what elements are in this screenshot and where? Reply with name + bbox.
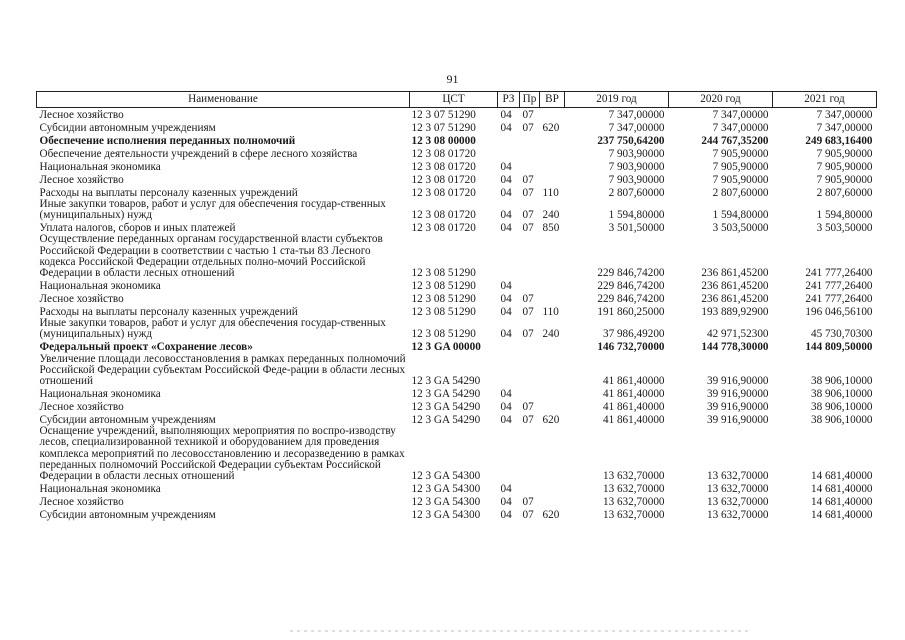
row-value-2019: 191 860,25000 bbox=[597, 306, 665, 319]
row-pr bbox=[520, 354, 540, 388]
row-value-2020: 7 347,00000 bbox=[712, 121, 769, 134]
row-name: Субсидии автономным учреждениям bbox=[39, 509, 216, 522]
row-value-2020: 7 905,90000 bbox=[712, 173, 769, 186]
row-vr bbox=[540, 108, 565, 122]
row-value-2020: 13 632,70000 bbox=[706, 483, 769, 496]
row-value-2021: 14 681,40000 bbox=[810, 509, 873, 522]
row-pr bbox=[520, 341, 540, 354]
row-rz: 04 bbox=[500, 306, 512, 319]
row-value-2019: 229 846,74200 bbox=[597, 280, 665, 293]
row-rz: 04 bbox=[500, 160, 512, 173]
row-value-2021: 38 906,10000 bbox=[810, 414, 873, 427]
row-value-2020: 13 632,70000 bbox=[706, 470, 769, 483]
row-name: Субсидии автономным учреждениям bbox=[39, 121, 216, 134]
row-value-2021: 7 347,00000 bbox=[816, 108, 873, 121]
row-cst: 12 3 GA 54300 bbox=[411, 496, 481, 509]
row-name: Расходы на выплаты персоналу казенных учреждений bbox=[39, 186, 298, 199]
table-row bbox=[37, 199, 877, 221]
row-rz bbox=[498, 341, 520, 354]
row-vr: 110 bbox=[542, 186, 559, 199]
row-pr bbox=[520, 387, 540, 400]
row-vr: 620 bbox=[542, 121, 560, 134]
row-name: Национальная экономика bbox=[39, 388, 161, 401]
row-cst: 12 3 08 01720 bbox=[411, 173, 476, 186]
row-cst: 12 3 08 01720 bbox=[411, 186, 476, 199]
table-row bbox=[37, 173, 877, 186]
row-value-2019: 7 903,90000 bbox=[608, 173, 665, 186]
table-header bbox=[37, 92, 877, 108]
row-name: Оснащение учреждений, выполняющих мероприятия по воспро-изводству лесов, специализированной техникой и оборудованием для проведения комплекса мероприятий по лесовосстановлению и лесоразведению в рамках переданных полномочий Российской Федерации субъектам Российской Федерации в области лесных отношений bbox=[39, 425, 405, 483]
row-vr bbox=[540, 387, 565, 400]
row-rz bbox=[498, 234, 520, 279]
row-pr bbox=[520, 147, 540, 160]
row-vr: 110 bbox=[542, 306, 559, 319]
row-vr bbox=[540, 341, 565, 354]
row-vr bbox=[540, 482, 565, 495]
row-value-2019: 1 594,80000 bbox=[608, 209, 665, 222]
row-rz: 04 bbox=[500, 121, 512, 134]
row-name: Осуществление переданных органам государственной власти субъектов Российской Федерации в соответствии с частью 1 ста-тьи 83 Лесного кодекса Российской Федерации отдельных полно-мочий Российской Федерации в области лесных отношений bbox=[39, 233, 383, 280]
header-rz: РЗ bbox=[498, 92, 520, 108]
row-pr: 07 bbox=[522, 328, 534, 341]
row-value-2021: 1 594,80000 bbox=[816, 209, 873, 222]
row-cst: 12 3 08 51290 bbox=[411, 293, 476, 306]
page-number: 91 bbox=[446, 72, 459, 86]
row-cst: 12 3 07 51290 bbox=[411, 121, 476, 134]
row-value-2021: 38 906,10000 bbox=[810, 388, 873, 401]
row-value-2020: 39 916,90000 bbox=[706, 388, 769, 401]
row-name: Расходы на выплаты персоналу казенных учреждений bbox=[39, 306, 298, 319]
row-cst: 12 3 08 51290 bbox=[411, 306, 476, 319]
row-name: Национальная экономика bbox=[39, 280, 161, 293]
row-name: Уплата налогов, сборов и иных платежей bbox=[39, 222, 236, 235]
table-row bbox=[37, 482, 877, 495]
row-cst: 12 3 08 01720 bbox=[411, 222, 476, 235]
row-cst: 12 3 GA 54290 bbox=[411, 388, 481, 401]
row-cst: 12 3 08 01720 bbox=[411, 160, 476, 173]
row-rz: 04 bbox=[500, 280, 512, 293]
row-value-2019: 237 750,64200 bbox=[597, 134, 665, 147]
table-row bbox=[37, 292, 877, 305]
row-rz: 04 bbox=[500, 108, 512, 121]
row-value-2019: 7 347,00000 bbox=[608, 108, 665, 121]
row-cst: 12 3 08 00000 bbox=[411, 134, 476, 147]
row-value-2021: 241 777,26400 bbox=[805, 293, 873, 306]
row-value-2021: 7 905,90000 bbox=[816, 173, 873, 186]
table-row bbox=[37, 387, 877, 400]
row-name: Иные закупки товаров, работ и услуг для обеспечения государ-ственных (муниципальных) нужд bbox=[39, 198, 386, 222]
row-vr: 240 bbox=[542, 328, 560, 341]
row-value-2020: 144 778,30000 bbox=[701, 341, 769, 354]
row-value-2021: 241 777,26400 bbox=[805, 280, 873, 293]
row-cst: 12 3 GA 00000 bbox=[411, 341, 481, 354]
row-pr: 07 bbox=[522, 293, 534, 306]
table-body bbox=[37, 108, 877, 522]
row-vr bbox=[540, 292, 565, 305]
budget-table bbox=[36, 91, 877, 521]
row-vr bbox=[540, 495, 565, 508]
header-pr: Пр bbox=[520, 92, 540, 108]
row-pr: 07 bbox=[522, 173, 534, 186]
row-rz bbox=[498, 147, 520, 160]
row-value-2021: 144 809,50000 bbox=[805, 341, 873, 354]
row-name: Лесное хозяйство bbox=[39, 108, 124, 121]
row-name: Субсидии автономным учреждениям bbox=[39, 414, 216, 427]
row-pr bbox=[520, 134, 540, 147]
table-row bbox=[37, 508, 877, 521]
row-name: Обеспечение деятельности учреждений в сфере лесного хозяйства bbox=[39, 147, 358, 160]
row-cst: 12 3 GA 54290 bbox=[411, 414, 481, 427]
row-cst: 12 3 07 51290 bbox=[411, 108, 476, 121]
row-value-2019: 7 347,00000 bbox=[608, 121, 665, 134]
table-row bbox=[37, 318, 877, 340]
row-vr bbox=[540, 234, 565, 279]
row-name: Национальная экономика bbox=[39, 160, 161, 173]
table-row bbox=[37, 147, 877, 160]
row-name: Иные закупки товаров, работ и услуг для обеспечения государ-ственных (муниципальных) нужд bbox=[39, 317, 386, 341]
row-vr bbox=[540, 160, 565, 173]
table-row bbox=[37, 495, 877, 508]
row-pr: 07 bbox=[522, 108, 534, 121]
row-rz bbox=[498, 354, 520, 388]
row-pr bbox=[520, 234, 540, 279]
row-cst: 12 3 08 51290 bbox=[411, 267, 476, 280]
row-vr: 620 bbox=[542, 509, 560, 522]
row-pr: 07 bbox=[522, 496, 534, 509]
row-rz: 04 bbox=[500, 509, 512, 522]
row-cst: 12 3 GA 54300 bbox=[411, 470, 481, 483]
row-pr: 07 bbox=[522, 414, 534, 427]
row-value-2021: 3 503,50000 bbox=[816, 222, 873, 235]
row-vr: 850 bbox=[542, 222, 560, 235]
row-value-2019: 41 861,40000 bbox=[602, 401, 665, 414]
table-row bbox=[37, 279, 877, 292]
table-row bbox=[37, 121, 877, 134]
row-value-2019: 7 903,90000 bbox=[608, 147, 665, 160]
row-rz: 04 bbox=[500, 293, 512, 306]
row-value-2020: 13 632,70000 bbox=[706, 496, 769, 509]
row-value-2019: 13 632,70000 bbox=[602, 496, 665, 509]
row-vr bbox=[540, 173, 565, 186]
row-value-2021: 2 807,60000 bbox=[816, 186, 873, 199]
row-cst: 12 3 GA 54290 bbox=[411, 401, 481, 414]
row-value-2020: 193 889,92900 bbox=[701, 306, 769, 319]
row-rz: 04 bbox=[500, 414, 512, 427]
row-pr: 07 bbox=[522, 306, 534, 319]
row-value-2020: 7 905,90000 bbox=[712, 160, 769, 173]
row-value-2021: 45 730,70300 bbox=[810, 328, 873, 341]
row-pr bbox=[520, 279, 540, 292]
row-vr bbox=[540, 134, 565, 147]
row-rz: 04 bbox=[500, 173, 512, 186]
table-row bbox=[37, 160, 877, 173]
row-value-2020: 39 916,90000 bbox=[706, 414, 769, 427]
table-row bbox=[37, 426, 877, 482]
row-value-2020: 1 594,80000 bbox=[712, 209, 769, 222]
row-pr: 07 bbox=[522, 186, 534, 199]
table-row bbox=[37, 108, 877, 122]
scan-artifact bbox=[290, 630, 750, 632]
row-value-2019: 41 861,40000 bbox=[602, 388, 665, 401]
row-pr bbox=[520, 482, 540, 495]
row-value-2020: 39 916,90000 bbox=[706, 401, 769, 414]
row-value-2019: 13 632,70000 bbox=[602, 483, 665, 496]
row-value-2019: 7 903,90000 bbox=[608, 160, 665, 173]
table-row bbox=[37, 134, 877, 147]
row-value-2019: 41 861,40000 bbox=[602, 375, 665, 388]
row-cst: 12 3 GA 54300 bbox=[411, 483, 481, 496]
table-row bbox=[37, 341, 877, 354]
row-pr: 07 bbox=[522, 209, 534, 222]
row-value-2019: 229 846,74200 bbox=[597, 267, 665, 280]
row-value-2021: 38 906,10000 bbox=[810, 375, 873, 388]
row-rz: 04 bbox=[500, 401, 512, 414]
row-value-2019: 146 732,70000 bbox=[597, 341, 665, 354]
row-value-2019: 41 861,40000 bbox=[602, 414, 665, 427]
row-vr: 240 bbox=[542, 209, 560, 222]
row-vr bbox=[540, 400, 565, 413]
table-row bbox=[37, 234, 877, 279]
row-value-2020: 236 861,45200 bbox=[701, 280, 769, 293]
row-value-2020: 7 347,00000 bbox=[712, 108, 769, 121]
row-value-2019: 13 632,70000 bbox=[602, 470, 665, 483]
row-value-2021: 7 905,90000 bbox=[816, 147, 873, 160]
row-name: Национальная экономика bbox=[39, 483, 161, 496]
row-rz: 04 bbox=[500, 388, 512, 401]
row-rz bbox=[498, 134, 520, 147]
row-cst: 12 3 GA 54300 bbox=[411, 509, 481, 522]
header-vr: ВР bbox=[540, 92, 565, 108]
row-vr bbox=[540, 426, 565, 482]
row-rz: 04 bbox=[500, 222, 512, 235]
row-name: Лесное хозяйство bbox=[39, 293, 124, 306]
row-rz: 04 bbox=[500, 209, 512, 222]
row-cst: 12 3 08 51290 bbox=[411, 328, 476, 341]
row-rz: 04 bbox=[500, 328, 512, 341]
row-value-2019: 229 846,74200 bbox=[597, 293, 665, 306]
row-pr: 07 bbox=[522, 509, 534, 522]
row-vr: 620 bbox=[542, 414, 560, 427]
row-value-2020: 236 861,45200 bbox=[701, 293, 769, 306]
header-2019: 2019 год bbox=[565, 92, 669, 108]
row-name: Лесное хозяйство bbox=[39, 401, 124, 414]
row-rz: 04 bbox=[500, 186, 512, 199]
table-row bbox=[37, 354, 877, 388]
row-value-2020: 3 503,50000 bbox=[712, 222, 769, 235]
row-vr bbox=[540, 147, 565, 160]
row-value-2021: 7 347,00000 bbox=[816, 121, 873, 134]
header-cst: ЦСТ bbox=[410, 92, 498, 108]
row-rz: 04 bbox=[500, 496, 512, 509]
row-rz: 04 bbox=[500, 483, 512, 496]
table-row bbox=[37, 400, 877, 413]
row-name: Федеральный проект «Сохранение лесов» bbox=[39, 341, 253, 354]
row-cst: 12 3 08 01720 bbox=[411, 147, 476, 160]
row-pr bbox=[520, 160, 540, 173]
row-value-2020: 236 861,45200 bbox=[701, 267, 769, 280]
header-name: Наименование bbox=[37, 92, 410, 108]
row-value-2020: 244 767,35200 bbox=[701, 134, 769, 147]
row-value-2021: 14 681,40000 bbox=[810, 470, 873, 483]
row-value-2021: 14 681,40000 bbox=[810, 483, 873, 496]
row-pr: 07 bbox=[522, 401, 534, 414]
row-value-2020: 13 632,70000 bbox=[706, 509, 769, 522]
row-rz bbox=[498, 426, 520, 482]
row-value-2021: 14 681,40000 bbox=[810, 496, 873, 509]
row-name: Обеспечение исполнения переданных полномочий bbox=[39, 134, 296, 147]
row-value-2019: 3 501,50000 bbox=[608, 222, 665, 235]
row-name: Лесное хозяйство bbox=[39, 173, 124, 186]
row-name: Лесное хозяйство bbox=[39, 496, 124, 509]
row-cst: 12 3 GA 54290 bbox=[411, 375, 481, 388]
row-value-2021: 241 777,26400 bbox=[805, 267, 873, 280]
row-pr: 07 bbox=[522, 222, 534, 235]
row-value-2020: 42 971,52300 bbox=[706, 328, 769, 341]
row-pr bbox=[520, 426, 540, 482]
row-vr bbox=[540, 279, 565, 292]
header-2021: 2021 год bbox=[773, 92, 877, 108]
row-value-2019: 37 986,49200 bbox=[602, 328, 665, 341]
row-value-2020: 39 916,90000 bbox=[706, 375, 769, 388]
row-value-2021: 196 046,56100 bbox=[805, 306, 873, 319]
row-value-2020: 7 905,90000 bbox=[712, 147, 769, 160]
row-value-2021: 7 905,90000 bbox=[816, 160, 873, 173]
row-value-2019: 2 807,60000 bbox=[608, 186, 665, 199]
row-name: Увеличение площади лесовосстановления в рамках переданных полномочий Российской Федерации субъектам Российской Феде-рации в области лесных отношений bbox=[39, 352, 406, 388]
row-value-2021: 38 906,10000 bbox=[810, 401, 873, 414]
row-value-2021: 249 683,16400 bbox=[805, 134, 873, 147]
row-pr: 07 bbox=[522, 121, 534, 134]
row-value-2020: 2 807,60000 bbox=[712, 186, 769, 199]
header-2020: 2020 год bbox=[669, 92, 773, 108]
row-cst: 12 3 08 51290 bbox=[411, 280, 476, 293]
row-value-2019: 13 632,70000 bbox=[602, 509, 665, 522]
row-cst: 12 3 08 01720 bbox=[411, 209, 476, 222]
row-vr bbox=[540, 354, 565, 388]
